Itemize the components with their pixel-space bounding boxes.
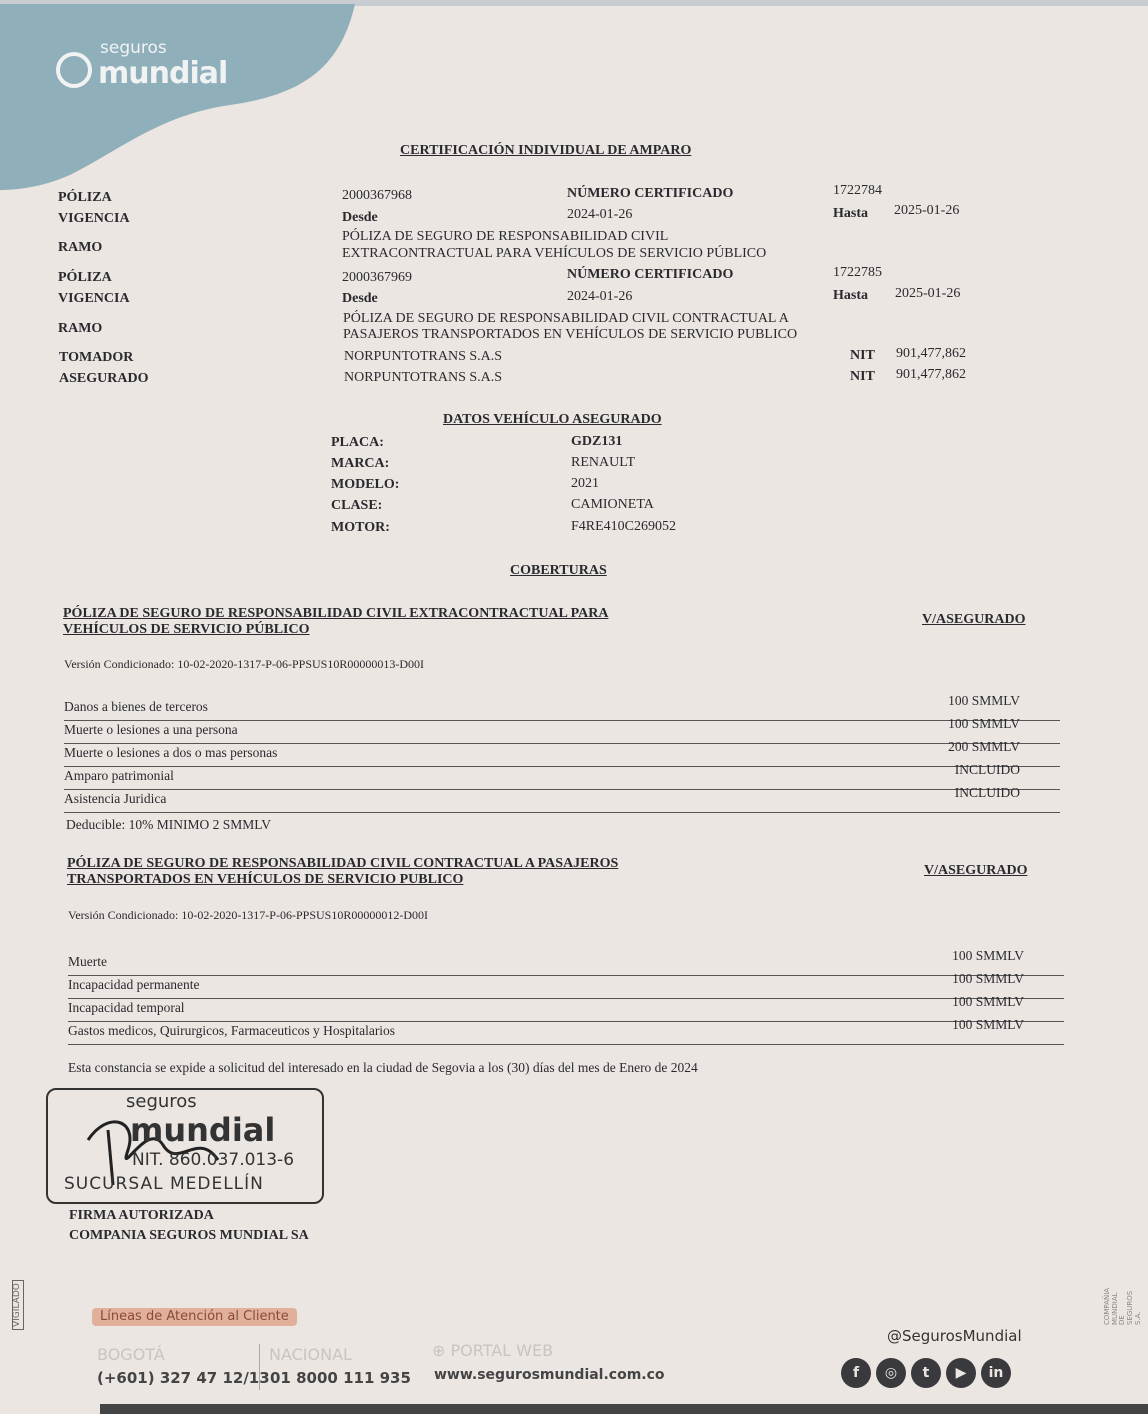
tomador-value: NORPUNTOTRANS S.A.S <box>344 349 503 364</box>
modelo-label: MODELO: <box>331 477 400 492</box>
coverage-value: 100 SMMLV <box>952 948 1024 963</box>
poliza-label: PÓLIZA <box>58 270 112 285</box>
tomador-label: TOMADOR <box>59 350 134 365</box>
coverage-name: Gastos medicos, Quirurgicos, Farmaceuticos y Hospitalarios <box>68 1023 396 1038</box>
ramo-line1: PÓLIZA DE SEGURO DE RESPONSABILIDAD CIVIL CONTRACTUAL A <box>343 311 789 326</box>
hasta-label: Hasta <box>833 206 868 221</box>
firma-line2: COMPANIA SEGUROS MUNDIAL SA <box>69 1228 309 1243</box>
cov2-title-line2: TRANSPORTADOS EN VEHÍCULOS DE SERVICIO PUBLICO <box>67 872 464 887</box>
instagram-icon[interactable]: ◎ <box>876 1358 906 1388</box>
marca-value: RENAULT <box>571 455 636 470</box>
hasta-date: 2025-01-26 <box>894 203 960 218</box>
company-stamp <box>46 1088 324 1204</box>
motor-label: MOTOR: <box>331 520 390 535</box>
page-title: CERTIFICACIÓN INDIVIDUAL DE AMPARO <box>400 143 692 158</box>
globe-icon: ⊕ <box>432 1341 451 1360</box>
desde-date: 2024-01-26 <box>567 289 633 304</box>
motor-value: F4RE410C269052 <box>571 519 677 534</box>
cert-label: NÚMERO CERTIFICADO <box>567 267 734 282</box>
cov1-version: Versión Condicionado: 10-02-2020-1317-P-06-PPSUS10R00000013-D00I <box>64 657 424 671</box>
coverage-row <box>64 739 1060 767</box>
stamp-top: seguros <box>126 1091 197 1112</box>
cov2-title-line1: PÓLIZA DE SEGURO DE RESPONSABILIDAD CIVIL CONTRACTUAL A PASAJEROS <box>67 856 619 871</box>
logo-bottom: mundial <box>98 56 228 91</box>
coverage-name: Incapacidad permanente <box>68 977 200 992</box>
nacional-label: NACIONAL <box>269 1345 352 1364</box>
portal-label <box>432 1342 553 1360</box>
coverage-name: Asistencia Juridica <box>64 791 167 806</box>
stamp-branch: SUCURSAL MEDELLÍN <box>64 1174 264 1194</box>
coverage-value: 100 SMMLV <box>952 994 1024 1009</box>
ramo-label: RAMO <box>58 321 103 336</box>
clase-label: CLASE: <box>331 498 383 513</box>
coverage-name: Muerte o lesiones a una persona <box>64 722 238 737</box>
stamp-brand: mundial <box>130 1111 276 1149</box>
constancia-text: Esta constancia se expide a solicitud del interesado en la ciudad de Segovia a los (30) días del mes de Enero de 2024 <box>68 1060 698 1075</box>
cov1-title-line2: VEHÍCULOS DE SERVICIO PÚBLICO <box>63 622 310 637</box>
cov2-title <box>67 856 618 888</box>
coverage-value: INCLUIDO <box>954 762 1020 777</box>
cov1-title <box>63 606 608 638</box>
tomador-nit-label: NIT <box>850 348 875 363</box>
social-handle[interactable]: @SegurosMundial <box>887 1327 1022 1345</box>
poliza-number: 2000367969 <box>342 270 412 285</box>
asegurado-nit: 901,477,862 <box>896 367 966 382</box>
divider <box>259 1344 260 1390</box>
modelo-value: 2021 <box>571 476 599 491</box>
coverage-value: 200 SMMLV <box>948 739 1020 754</box>
company-side-label: COMPAÑIA MUNDIAL DE SEGUROS S.A. <box>1103 1287 1142 1325</box>
tomador-nit: 901,477,862 <box>896 346 966 361</box>
cov1-title-line1: PÓLIZA DE SEGURO DE RESPONSABILIDAD CIVIL EXTRACONTRACTUAL PARA <box>63 606 609 621</box>
desde-label: Desde <box>342 291 378 306</box>
marca-label: MARCA: <box>331 456 390 471</box>
cov2-column-header: V/ASEGURADO <box>924 863 1028 878</box>
ramo-line2: PASAJEROS TRANSPORTADOS EN VEHÍCULOS DE SERVICIO PUBLICO <box>343 327 798 342</box>
cert-number: 1722784 <box>833 183 882 198</box>
portal-url[interactable]: www.segurosmundial.com.co <box>434 1367 665 1383</box>
coverage-name: Incapacidad temporal <box>68 1000 185 1015</box>
asegurado-nit-label: NIT <box>850 369 875 384</box>
asegurado-label: ASEGURADO <box>59 371 149 386</box>
coverage-name: Amparo patrimonial <box>64 768 174 783</box>
nacional-phone[interactable]: 01 8000 111 935 <box>270 1369 411 1387</box>
coverage-name: Danos a bienes de terceros <box>64 699 208 714</box>
cov1-column-header: V/ASEGURADO <box>922 612 1026 627</box>
asegurado-value: NORPUNTOTRANS S.A.S <box>344 370 503 385</box>
logo-top: seguros <box>100 38 167 58</box>
stamp-nit: NIT. 860.037.013-6 <box>132 1150 295 1170</box>
coverage-row <box>64 693 1060 721</box>
deducible: Deducible: 10% MINIMO 2 SMMLV <box>66 817 271 832</box>
vigilado-label: VIGILADO <box>12 1280 24 1330</box>
coverage-name: Muerte o lesiones a dos o mas personas <box>64 745 278 760</box>
clase-value: CAMIONETA <box>571 497 654 512</box>
bogota-phone[interactable]: (+601) 327 47 12/13 <box>97 1369 270 1387</box>
footer-bar <box>100 1404 1148 1414</box>
placa-label: PLACA: <box>331 435 384 450</box>
firma-line1: FIRMA AUTORIZADA <box>69 1208 214 1223</box>
lineas-atencion-label: Líneas de Atención al Cliente <box>92 1308 297 1326</box>
coverage-row <box>64 716 1060 744</box>
coverage-row <box>64 785 1060 813</box>
placa-value: GDZ131 <box>571 434 623 449</box>
coverage-row <box>68 948 1064 976</box>
youtube-icon[interactable]: ▶ <box>946 1358 976 1388</box>
header-wave <box>0 0 1148 200</box>
coverage-value: 100 SMMLV <box>952 971 1024 986</box>
ramo-line2: EXTRACONTRACTUAL PARA VEHÍCULOS DE SERVICIO PÚBLICO <box>342 246 767 261</box>
vehiculo-title: DATOS VEHÍCULO ASEGURADO <box>443 412 662 427</box>
coverage-value: 100 SMMLV <box>948 716 1020 731</box>
vigencia-label: VIGENCIA <box>58 211 130 226</box>
coverage-value: 100 SMMLV <box>948 693 1020 708</box>
linkedin-icon[interactable]: in <box>981 1358 1011 1388</box>
coverage-row <box>68 971 1064 999</box>
social-icons <box>841 1357 1016 1388</box>
logo-arrow-icon <box>56 52 92 88</box>
cov2-version: Versión Condicionado: 10-02-2020-1317-P-06-PPSUS10R00000012-D00I <box>68 908 428 922</box>
poliza-label: PÓLIZA <box>58 190 112 205</box>
ramo-line1: PÓLIZA DE SEGURO DE RESPONSABILIDAD CIVIL <box>342 229 669 244</box>
hasta-date: 2025-01-26 <box>895 286 961 301</box>
cert-number: 1722785 <box>833 265 882 280</box>
coverage-value: INCLUIDO <box>954 785 1020 800</box>
facebook-icon[interactable]: f <box>841 1358 871 1388</box>
cert-label: NÚMERO CERTIFICADO <box>567 186 734 201</box>
desde-label: Desde <box>342 210 378 225</box>
coberturas-title: COBERTURAS <box>510 563 607 578</box>
coverage-row <box>68 1017 1064 1045</box>
coverage-row <box>68 994 1064 1022</box>
desde-date: 2024-01-26 <box>567 207 633 222</box>
ramo-label: RAMO <box>58 240 103 255</box>
twitter-icon[interactable]: t <box>911 1358 941 1388</box>
coverage-name: Muerte <box>68 954 107 969</box>
hasta-label: Hasta <box>833 288 868 303</box>
bogota-label: BOGOTÁ <box>97 1345 165 1364</box>
coverage-value: 100 SMMLV <box>952 1017 1024 1032</box>
vigencia-label: VIGENCIA <box>58 291 130 306</box>
coverage-row <box>64 762 1060 790</box>
portal-label-text: PORTAL WEB <box>450 1341 554 1360</box>
poliza-number: 2000367968 <box>342 188 412 203</box>
